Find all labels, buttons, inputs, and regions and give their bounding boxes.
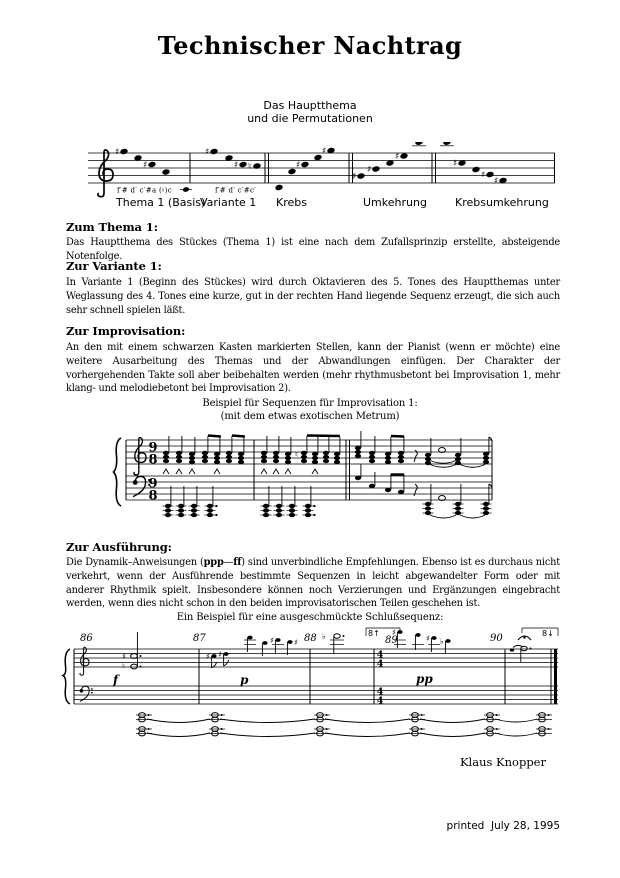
measure-number-88: 88 (304, 633, 317, 644)
svg-text:♯: ♯ (481, 170, 486, 181)
svg-text:♮: ♮ (295, 450, 298, 459)
svg-text:♯: ♯ (426, 634, 430, 643)
svg-text:♯: ♯ (494, 176, 499, 187)
ausfuehrung-post: ) sind unverbindliche Empfehlungen. Ebenso ist es durchaus nicht verkehrt, wenn der Ausführende bestimmte Sequenzen in leicht abgewandelter Form oder mit anderer Rhythmik spielt. Insbesondere können noch Verzierungen und Ergänzungen eingebracht werden, wenn dies nicht schon in den beiden improvisatorischen Teilen geschehen ist. (66, 557, 560, 610)
svg-text:♭: ♭ (322, 632, 326, 641)
treble-measure-1 (163, 436, 245, 475)
svg-text:♯: ♯ (205, 147, 210, 158)
dynamic-f: f (113, 673, 119, 687)
treble-time-numerator: 4 (376, 649, 384, 661)
dynamic-ff: ff (233, 557, 242, 568)
measure-number-90: 90 (490, 633, 503, 644)
svg-text:♯: ♯ (367, 165, 372, 175)
bass-time-denominator: 8 (148, 488, 158, 504)
bass-time-denominator: 4 (376, 695, 384, 707)
dynamic-pp: pp (416, 672, 433, 686)
page-title: Technischer Nachtrag (157, 31, 463, 60)
treble-measure-89 (392, 628, 451, 654)
note-names-variante: f′# d′ c′#c′ (215, 186, 257, 195)
notes-krebsumkehrung (440, 142, 507, 187)
label-thema1: Thema 1 (Basis) (116, 196, 206, 209)
octave-down-label: 8↓ (542, 629, 554, 638)
label-umkehrung: Umkehrung (363, 196, 427, 209)
dynamic-ppp: ppp (203, 557, 224, 568)
svg-text:♯: ♯ (122, 652, 126, 661)
treble-measure-86 (122, 632, 142, 671)
svg-text:♮: ♮ (122, 662, 125, 671)
caption-improvisation-line-2: (mit dem etwas exotischen Metrum) (220, 411, 400, 422)
treble-measure-3 (355, 431, 492, 467)
svg-text:♯: ♯ (395, 152, 400, 162)
svg-text:♯: ♯ (143, 160, 148, 171)
subtitle-line-2: und die Permutationen (247, 112, 373, 125)
author-signature: Klaus Knopper (459, 755, 546, 769)
svg-text:♯: ♯ (270, 636, 274, 645)
treble-clef (98, 150, 113, 197)
bass-time-numerator: 9 (148, 476, 158, 492)
label-krebs: Krebs (276, 196, 307, 209)
treble-measure-88 (322, 632, 345, 654)
svg-text:♯: ♯ (294, 638, 298, 647)
subtitle-line-1: Das Hauptthema (263, 99, 357, 112)
caption-improvisation-line-1: Beispiel für Sequenzen für Improvisation 1: (202, 398, 418, 409)
treble-clef (134, 438, 146, 475)
svg-text:♯: ♯ (115, 147, 120, 158)
svg-text:♮: ♮ (248, 162, 252, 172)
label-variante1: Variante 1 (200, 196, 257, 209)
treble-time-denominator: 8 (148, 452, 158, 468)
svg-text:♯: ♯ (234, 160, 239, 171)
ausfuehrung-pre: Die Dynamik–Anweisungen ( (66, 557, 204, 568)
treble-measure-2 (261, 436, 340, 475)
svg-text:♯: ♯ (352, 172, 357, 182)
caption-schluss: Ein Beispiel für eine ausgeschmückte Schlußsequenz: (176, 612, 444, 623)
bass-clef (80, 686, 93, 701)
measure-number-89: 89 (385, 635, 398, 646)
heading-zur-variante-1: Zur Variante 1: (66, 259, 162, 273)
svg-text:♯: ♯ (218, 650, 222, 659)
paragraph-thema: Das Hauptthema des Stückes (Thema 1) ist eine nach dem Zufallsprinzip erstellte, absteigende Notenfolge. (66, 237, 560, 262)
heading-zur-ausfuehrung: Zur Ausführung: (66, 540, 172, 554)
caption-improvisation (0, 397, 620, 423)
treble-clef (80, 647, 89, 675)
note-names-thema: f′# d′ c′#a (♮)c (117, 186, 173, 195)
measure-number-87: 87 (193, 633, 206, 644)
label-krebsumkehrung: Krebsumkehrung (455, 196, 549, 209)
bass-time-numerator: 4 (376, 686, 384, 698)
printed-date: printed July 28, 1995 (446, 820, 560, 832)
bass-staff-lines (126, 476, 492, 500)
svg-text:♯: ♯ (296, 160, 301, 171)
measure-number-86: 86 (80, 633, 93, 644)
bass-measure-2 (261, 486, 316, 517)
svg-text:♯: ♯ (453, 159, 458, 169)
paragraph-variante: In Variante 1 (Beginn des Stückes) wird durch Oktavieren des 5. Tones des Hauptthemas unter Weglassung des 4. Tones eine kurze, gut in der rechten Hand liegende Sequenz erzeugt, die sich auch sehr schnell spielen läßt. (66, 277, 560, 316)
improvisation-example-staff (112, 428, 497, 538)
bass-measure-3 (355, 464, 492, 518)
dynamic-p: p (240, 673, 249, 687)
notes-umkehrung (352, 142, 426, 182)
bass-measure-1 (163, 486, 218, 517)
ausfuehrung-dash: — (223, 557, 234, 568)
bass-tied-chords (136, 713, 552, 737)
bass-staff-lines (74, 686, 558, 704)
schluss-example-staff (60, 622, 562, 744)
paragraph-improvisation: An den mit einem schwarzen Kasten markierten Stellen, kann der Pianist (wenn er möchte) eine weitere Ausarbeitung des Themas und der Abwandlungen einfügen. Der Charakter der vorhergehenden Takte soll aber beibehalten werden (mehr rhythmusbetont bei Improvisation 1, mehr klang- und melodiebetont bei Improvisation 2). (66, 342, 560, 395)
paragraph-ausfuehrung (66, 556, 560, 611)
svg-text:♭: ♭ (440, 637, 444, 646)
treble-measure-87 (206, 636, 298, 668)
subtitle (0, 99, 620, 125)
treble-staff-lines (74, 649, 558, 667)
system-brace (63, 649, 70, 704)
double-barline (346, 440, 350, 500)
treble-time-denominator: 4 (376, 658, 384, 670)
heading-zum-thema-1: Zum Thema 1: (66, 220, 158, 234)
permutations-staff (85, 142, 560, 212)
heading-zur-improvisation: Zur Improvisation: (66, 324, 186, 338)
svg-text:♯: ♯ (206, 652, 210, 661)
octave-up-label: 8↑ (368, 629, 380, 638)
treble-time-numerator: 9 (148, 440, 158, 456)
svg-text:♯: ♯ (322, 146, 327, 157)
system-brace (114, 438, 122, 506)
svg-text:♯: ♯ (392, 628, 396, 637)
